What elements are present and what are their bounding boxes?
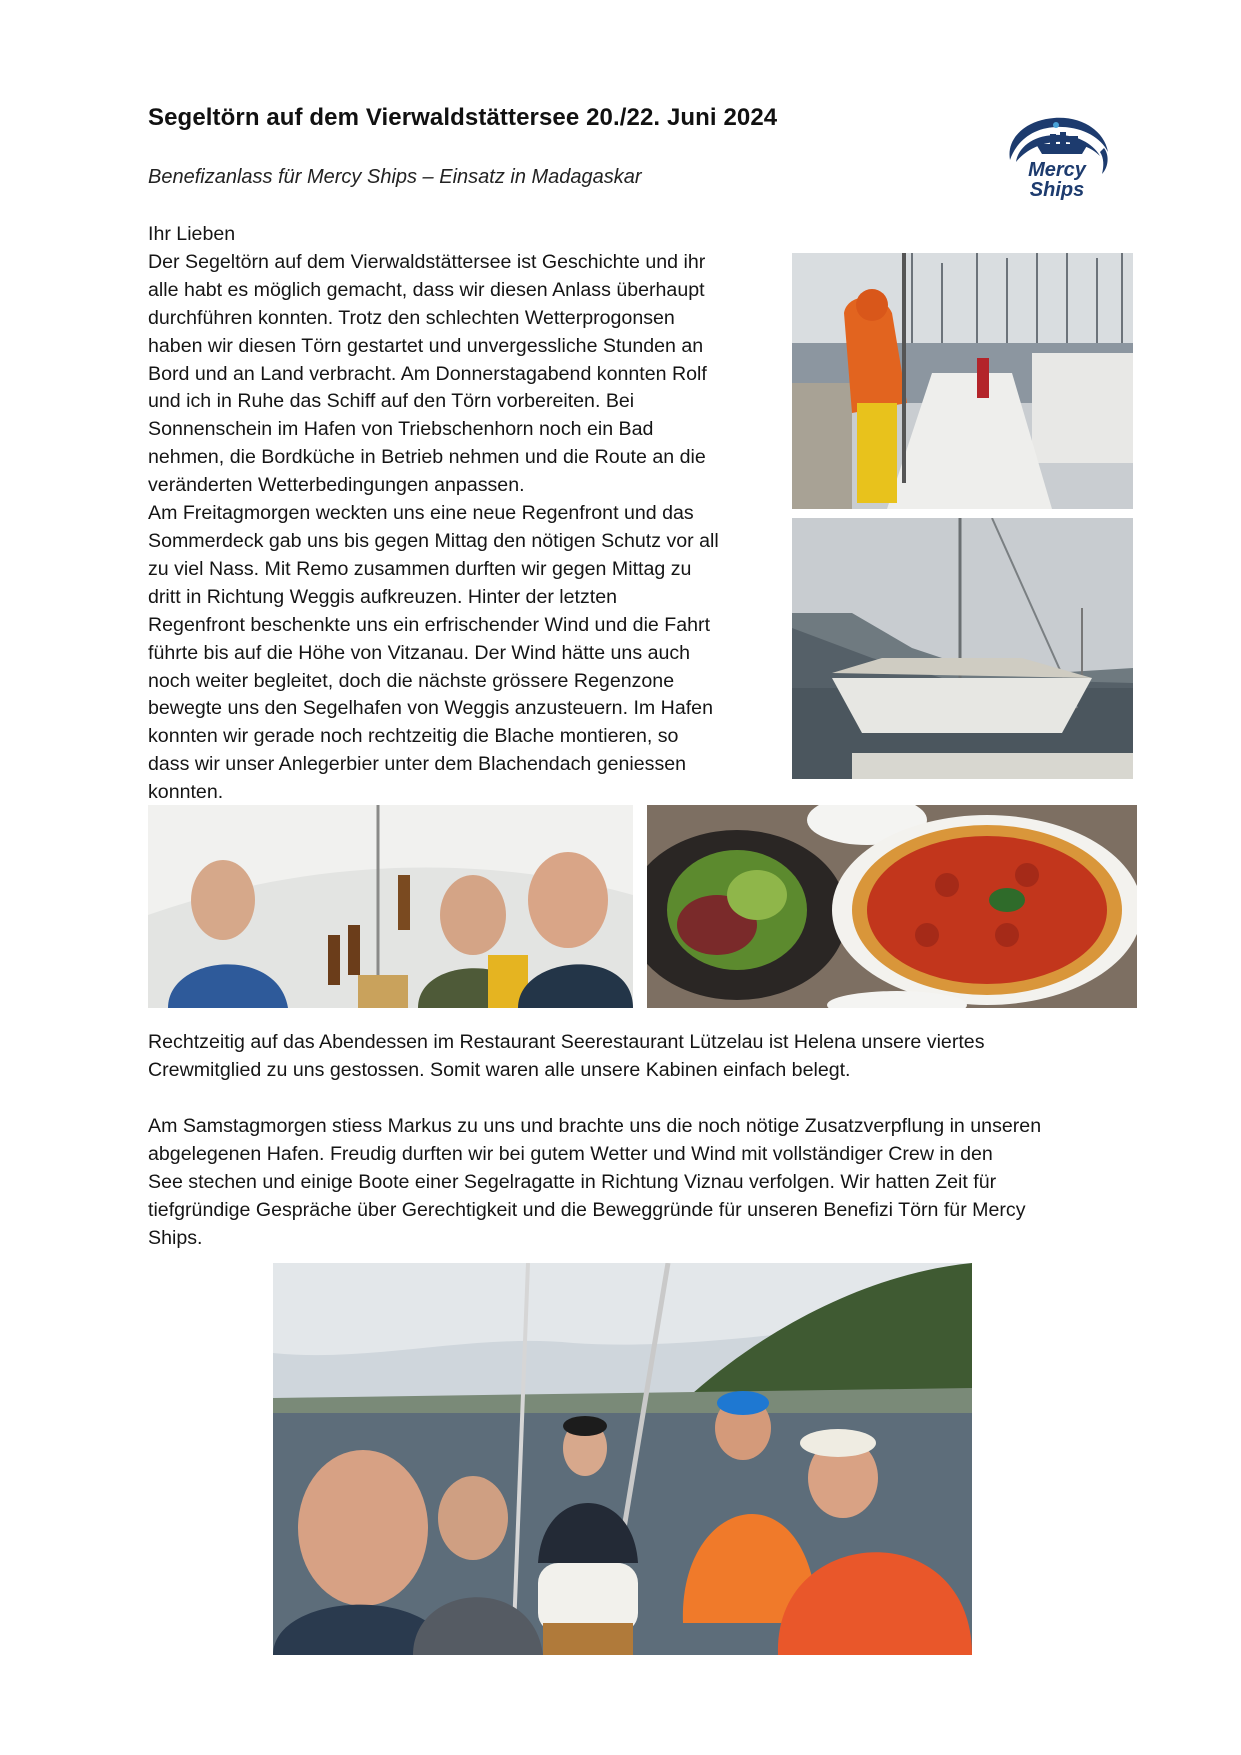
intro-text-column (148, 221, 768, 807)
text-line: Regenfront beschenkte uns ein erfrischender Wind und die Fahrt (148, 613, 711, 636)
photo-salad-and-pizza (647, 805, 1137, 1008)
text-line: führte bis auf die Höhe von Vitzanau. Der Wind hätte uns auch (148, 641, 691, 664)
text-line: und ich in Ruhe das Schiff auf den Törn vorbereiten. Bei (148, 390, 635, 413)
text-line: Am Freitagmorgen weckten uns eine neue Regenfront und das (148, 502, 694, 525)
text-line: durchführen konnten. Trotz den schlechten Wetterprogonsen (148, 306, 675, 329)
page-title: Segeltörn auf dem Vierwaldstättersee 20./22. Juni 2024 (148, 104, 778, 131)
text-line: Sonnenschein im Hafen von Triebschenhorn noch ein Bad (148, 418, 654, 441)
text-line: tiefgründige Gespräche über Gerechtigkeit und die Beweggründe für unseren Benefizi Törn für Mercy (148, 1198, 1026, 1221)
photo-crew-on-lake (273, 1263, 972, 1655)
text-line: noch weiter begleitet, doch die nächste grössere Regenzone (148, 669, 675, 692)
paragraph-saturday (148, 1113, 1108, 1253)
text-line: veränderten Wetterbedingungen anpassen. (148, 474, 525, 497)
photo-crew-with-beers (148, 805, 633, 1008)
text-line: alle habt es möglich gemacht, dass wir diesen Anlass überhaupt (148, 278, 705, 301)
text-line: Sommerdeck gab uns bis gegen Mittag den nötigen Schutz vor all (148, 529, 719, 552)
text-line: konnten wir gerade noch rechtzeitig die Blache montieren, so (148, 725, 679, 748)
logo-text-line1: Mercy (1028, 159, 1086, 181)
text-line: konnten. (148, 781, 224, 804)
text-line: See stechen und einige Boote einer Segelragatte in Richtung Viznau verfolgen. Wir hatten Zeit für (148, 1170, 997, 1193)
text-line: bewegte uns den Segelhafen von Weggis anzusteuern. Im Hafen (148, 697, 713, 720)
text-line: dritt in Richtung Weggis aufkreuzen. Hinter der letzten (148, 585, 618, 608)
text-line: abgelegenen Hafen. Freudig durften wir bei gutem Wetter und Wind mit vollständiger Crew in den (148, 1142, 993, 1165)
photo-boat-at-dock (792, 518, 1133, 779)
page-subtitle: Benefizanlass für Mercy Ships – Einsatz in Madagaskar (148, 166, 642, 188)
logo-text-line2: Ships (1029, 179, 1085, 201)
paragraph-dinner (148, 1029, 1108, 1085)
text-line: Der Segeltörn auf dem Vierwaldstättersee ist Geschichte und ihr (148, 250, 706, 273)
text-line: dass wir unser Anlegerbier unter dem Blachendach geniessen (148, 753, 687, 776)
photo-harbor-rain-gear (792, 253, 1133, 509)
text-line: Ships. (148, 1226, 203, 1249)
text-line: Am Samstagmorgen stiess Markus zu uns und brachte uns die noch nötige Zusatzverpflung in unseren (148, 1115, 1042, 1137)
text-line: Bord und an Land verbracht. Am Donnerstagabend konnten Rolf (148, 362, 707, 385)
text-line: Ihr Lieben (148, 223, 236, 245)
text-line: haben wir diesen Törn gestartet und unvergessliche Stunden an (148, 334, 704, 357)
text-line: nehmen, die Bordküche in Betrieb nehmen und die Route an die (148, 446, 706, 469)
ship-logo-icon (996, 108, 1118, 203)
text-line: Rechtzeitig auf das Abendessen im Restaurant Seerestaurant Lützelau ist Helena unsere viertes (148, 1031, 985, 1053)
text-line: Crewmitglied zu uns gestossen. Somit waren alle unsere Kabinen einfach belegt. (148, 1058, 851, 1081)
mercy-ships-logo (996, 108, 1118, 203)
text-line: zu viel Nass. Mit Remo zusammen durften wir gegen Mittag zu (148, 557, 692, 580)
